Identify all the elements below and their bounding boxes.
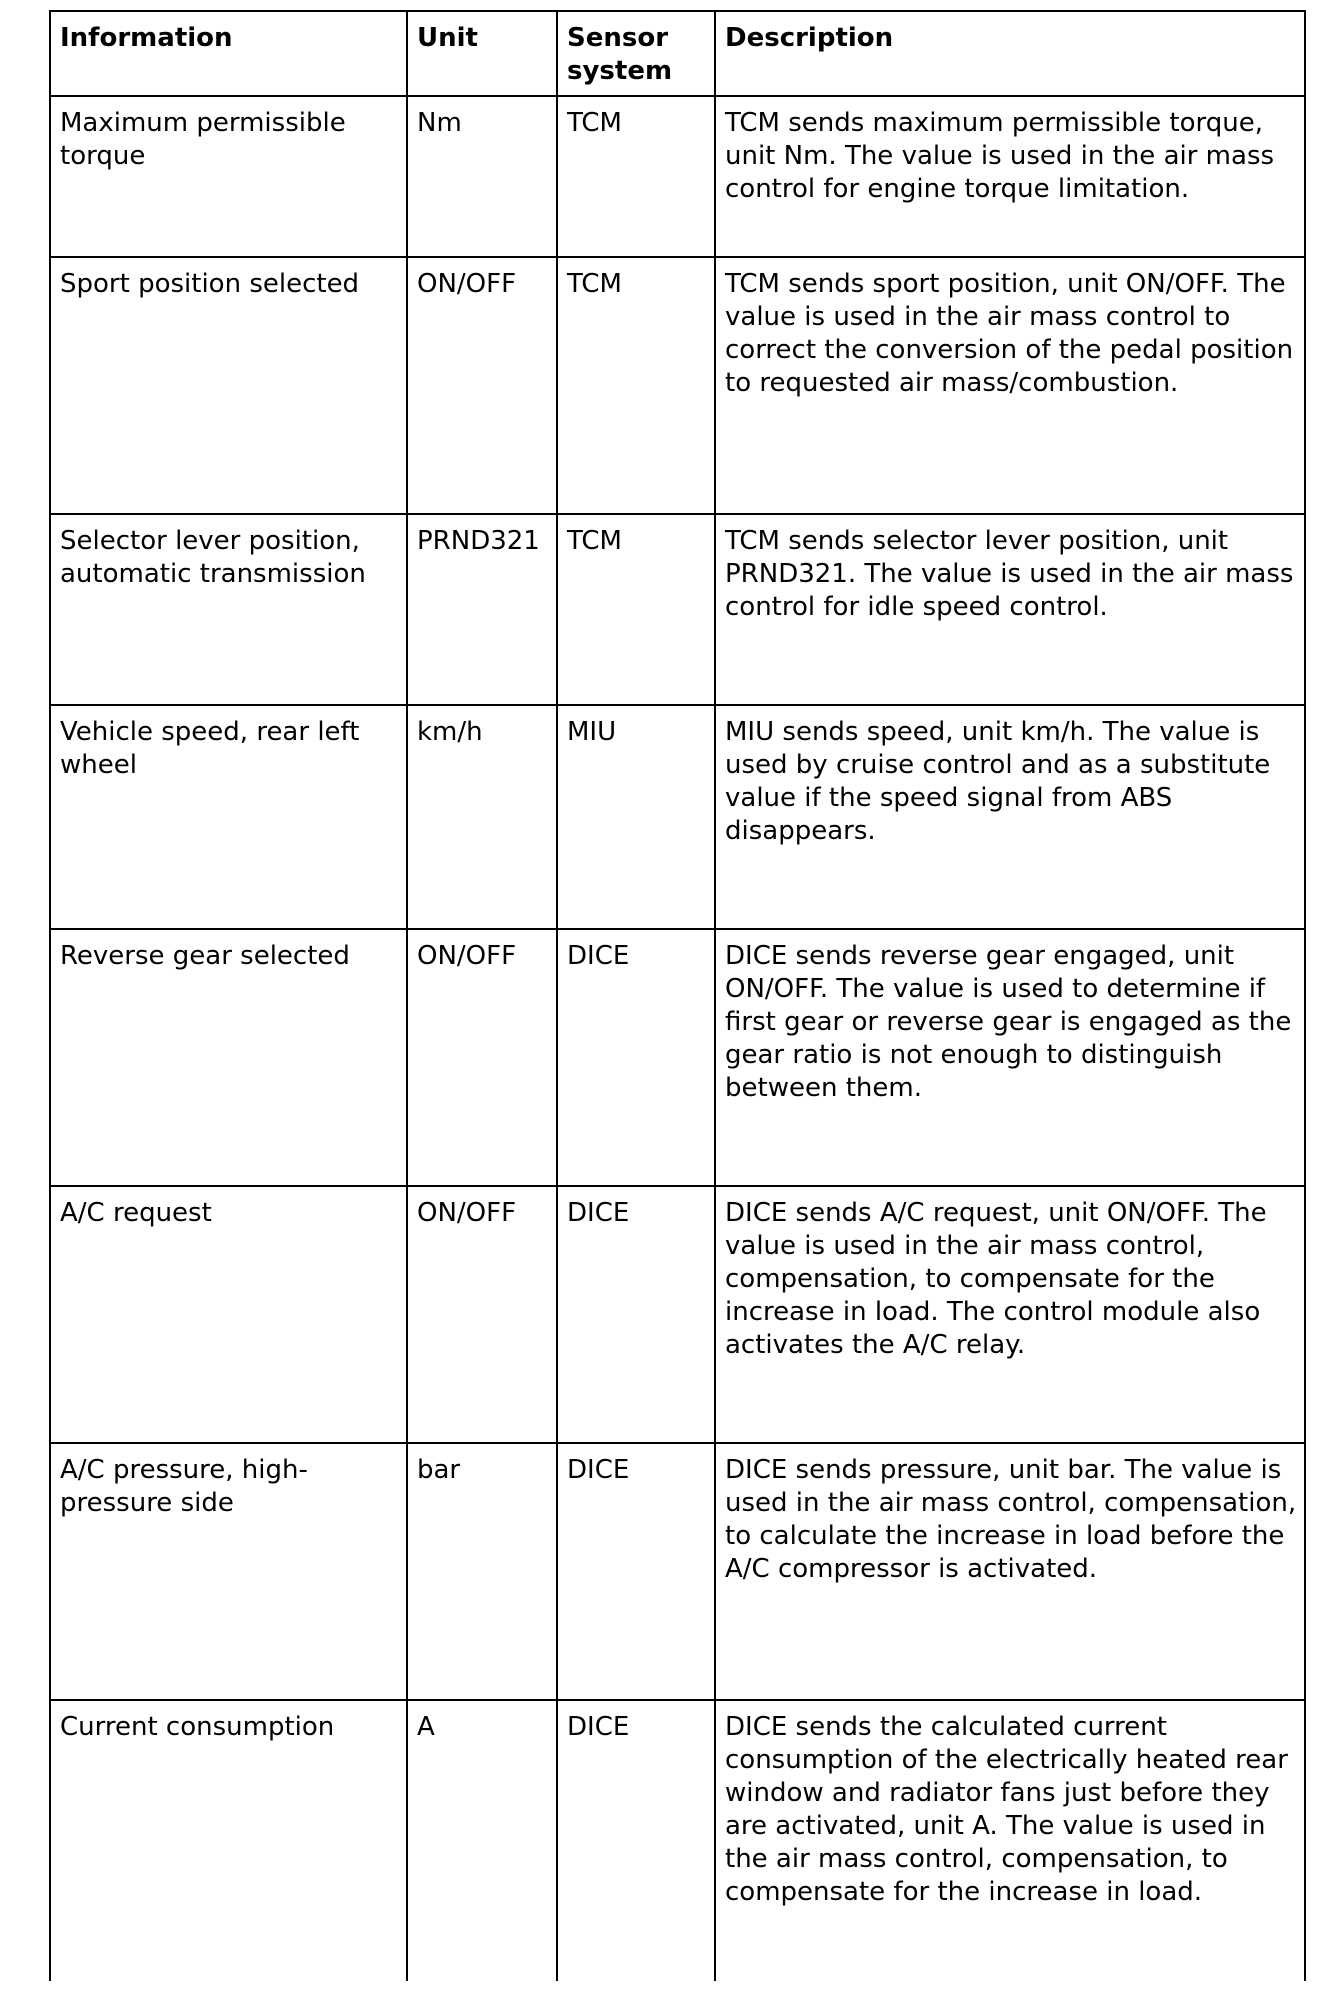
cell-information: A/C request <box>50 1186 407 1443</box>
header-information: Information <box>50 11 407 96</box>
cell-sensor: MIU <box>557 705 715 929</box>
table-row <box>50 257 1305 514</box>
table-row <box>50 1700 1305 1981</box>
cell-information: Vehicle speed, rear left wheel <box>50 705 407 929</box>
table-row <box>50 1186 1305 1443</box>
cell-description: DICE sends reverse gear engaged, unit ON/OFF. The value is used to determine if first gear or reverse gear is engaged as the gear ratio is not enough to distinguish between them. <box>715 929 1305 1186</box>
cell-description: DICE sends the calculated current consumption of the electrically heated rear window and radiator fans just before they are activated, unit A. The value is used in the air mass control, compensation, to compensate for the increase in load. <box>715 1700 1305 1981</box>
cell-sensor: TCM <box>557 96 715 257</box>
cell-description: DICE sends pressure, unit bar. The value is used in the air mass control, compensation, to calculate the increase in load before the A/C compressor is activated. <box>715 1443 1305 1700</box>
cell-sensor: DICE <box>557 1700 715 1981</box>
cell-description: DICE sends A/C request, unit ON/OFF. The value is used in the air mass control, compensation, to compensate for the increase in load. The control module also activates the A/C relay. <box>715 1186 1305 1443</box>
table-row <box>50 514 1305 705</box>
cell-sensor: DICE <box>557 1443 715 1700</box>
cell-description: TCM sends maximum permissible torque, unit Nm. The value is used in the air mass control for engine torque limitation. <box>715 96 1305 257</box>
table-row <box>50 1443 1305 1700</box>
cell-unit: PRND321 <box>407 514 557 705</box>
signal-table <box>49 10 1306 1981</box>
header-description: Description <box>715 11 1305 96</box>
cell-sensor: TCM <box>557 257 715 514</box>
cell-unit: bar <box>407 1443 557 1700</box>
cell-unit: km/h <box>407 705 557 929</box>
table-row <box>50 96 1305 257</box>
table-row <box>50 929 1305 1186</box>
cell-description: MIU sends speed, unit km/h. The value is used by cruise control and as a substitute value if the speed signal from ABS disappears. <box>715 705 1305 929</box>
cell-unit: ON/OFF <box>407 1186 557 1443</box>
cell-sensor: DICE <box>557 1186 715 1443</box>
cell-sensor: TCM <box>557 514 715 705</box>
cell-sensor: DICE <box>557 929 715 1186</box>
cell-unit: A <box>407 1700 557 1981</box>
cell-information: Sport position selected <box>50 257 407 514</box>
cell-unit: ON/OFF <box>407 929 557 1186</box>
header-sensor-system: Sensor system <box>557 11 715 96</box>
cell-information: Selector lever position, automatic transmission <box>50 514 407 705</box>
table-row <box>50 705 1305 929</box>
cell-unit: Nm <box>407 96 557 257</box>
cell-information: Maximum permissible torque <box>50 96 407 257</box>
cell-description: TCM sends sport position, unit ON/OFF. The value is used in the air mass control to correct the conversion of the pedal position to requested air mass/combustion. <box>715 257 1305 514</box>
cell-information: Reverse gear selected <box>50 929 407 1186</box>
cell-information: Current consumption <box>50 1700 407 1981</box>
cell-information: A/C pressure, high-pressure side <box>50 1443 407 1700</box>
cell-unit: ON/OFF <box>407 257 557 514</box>
header-unit: Unit <box>407 11 557 96</box>
cell-description: TCM sends selector lever position, unit PRND321. The value is used in the air mass control for idle speed control. <box>715 514 1305 705</box>
table-header-row <box>50 11 1305 96</box>
